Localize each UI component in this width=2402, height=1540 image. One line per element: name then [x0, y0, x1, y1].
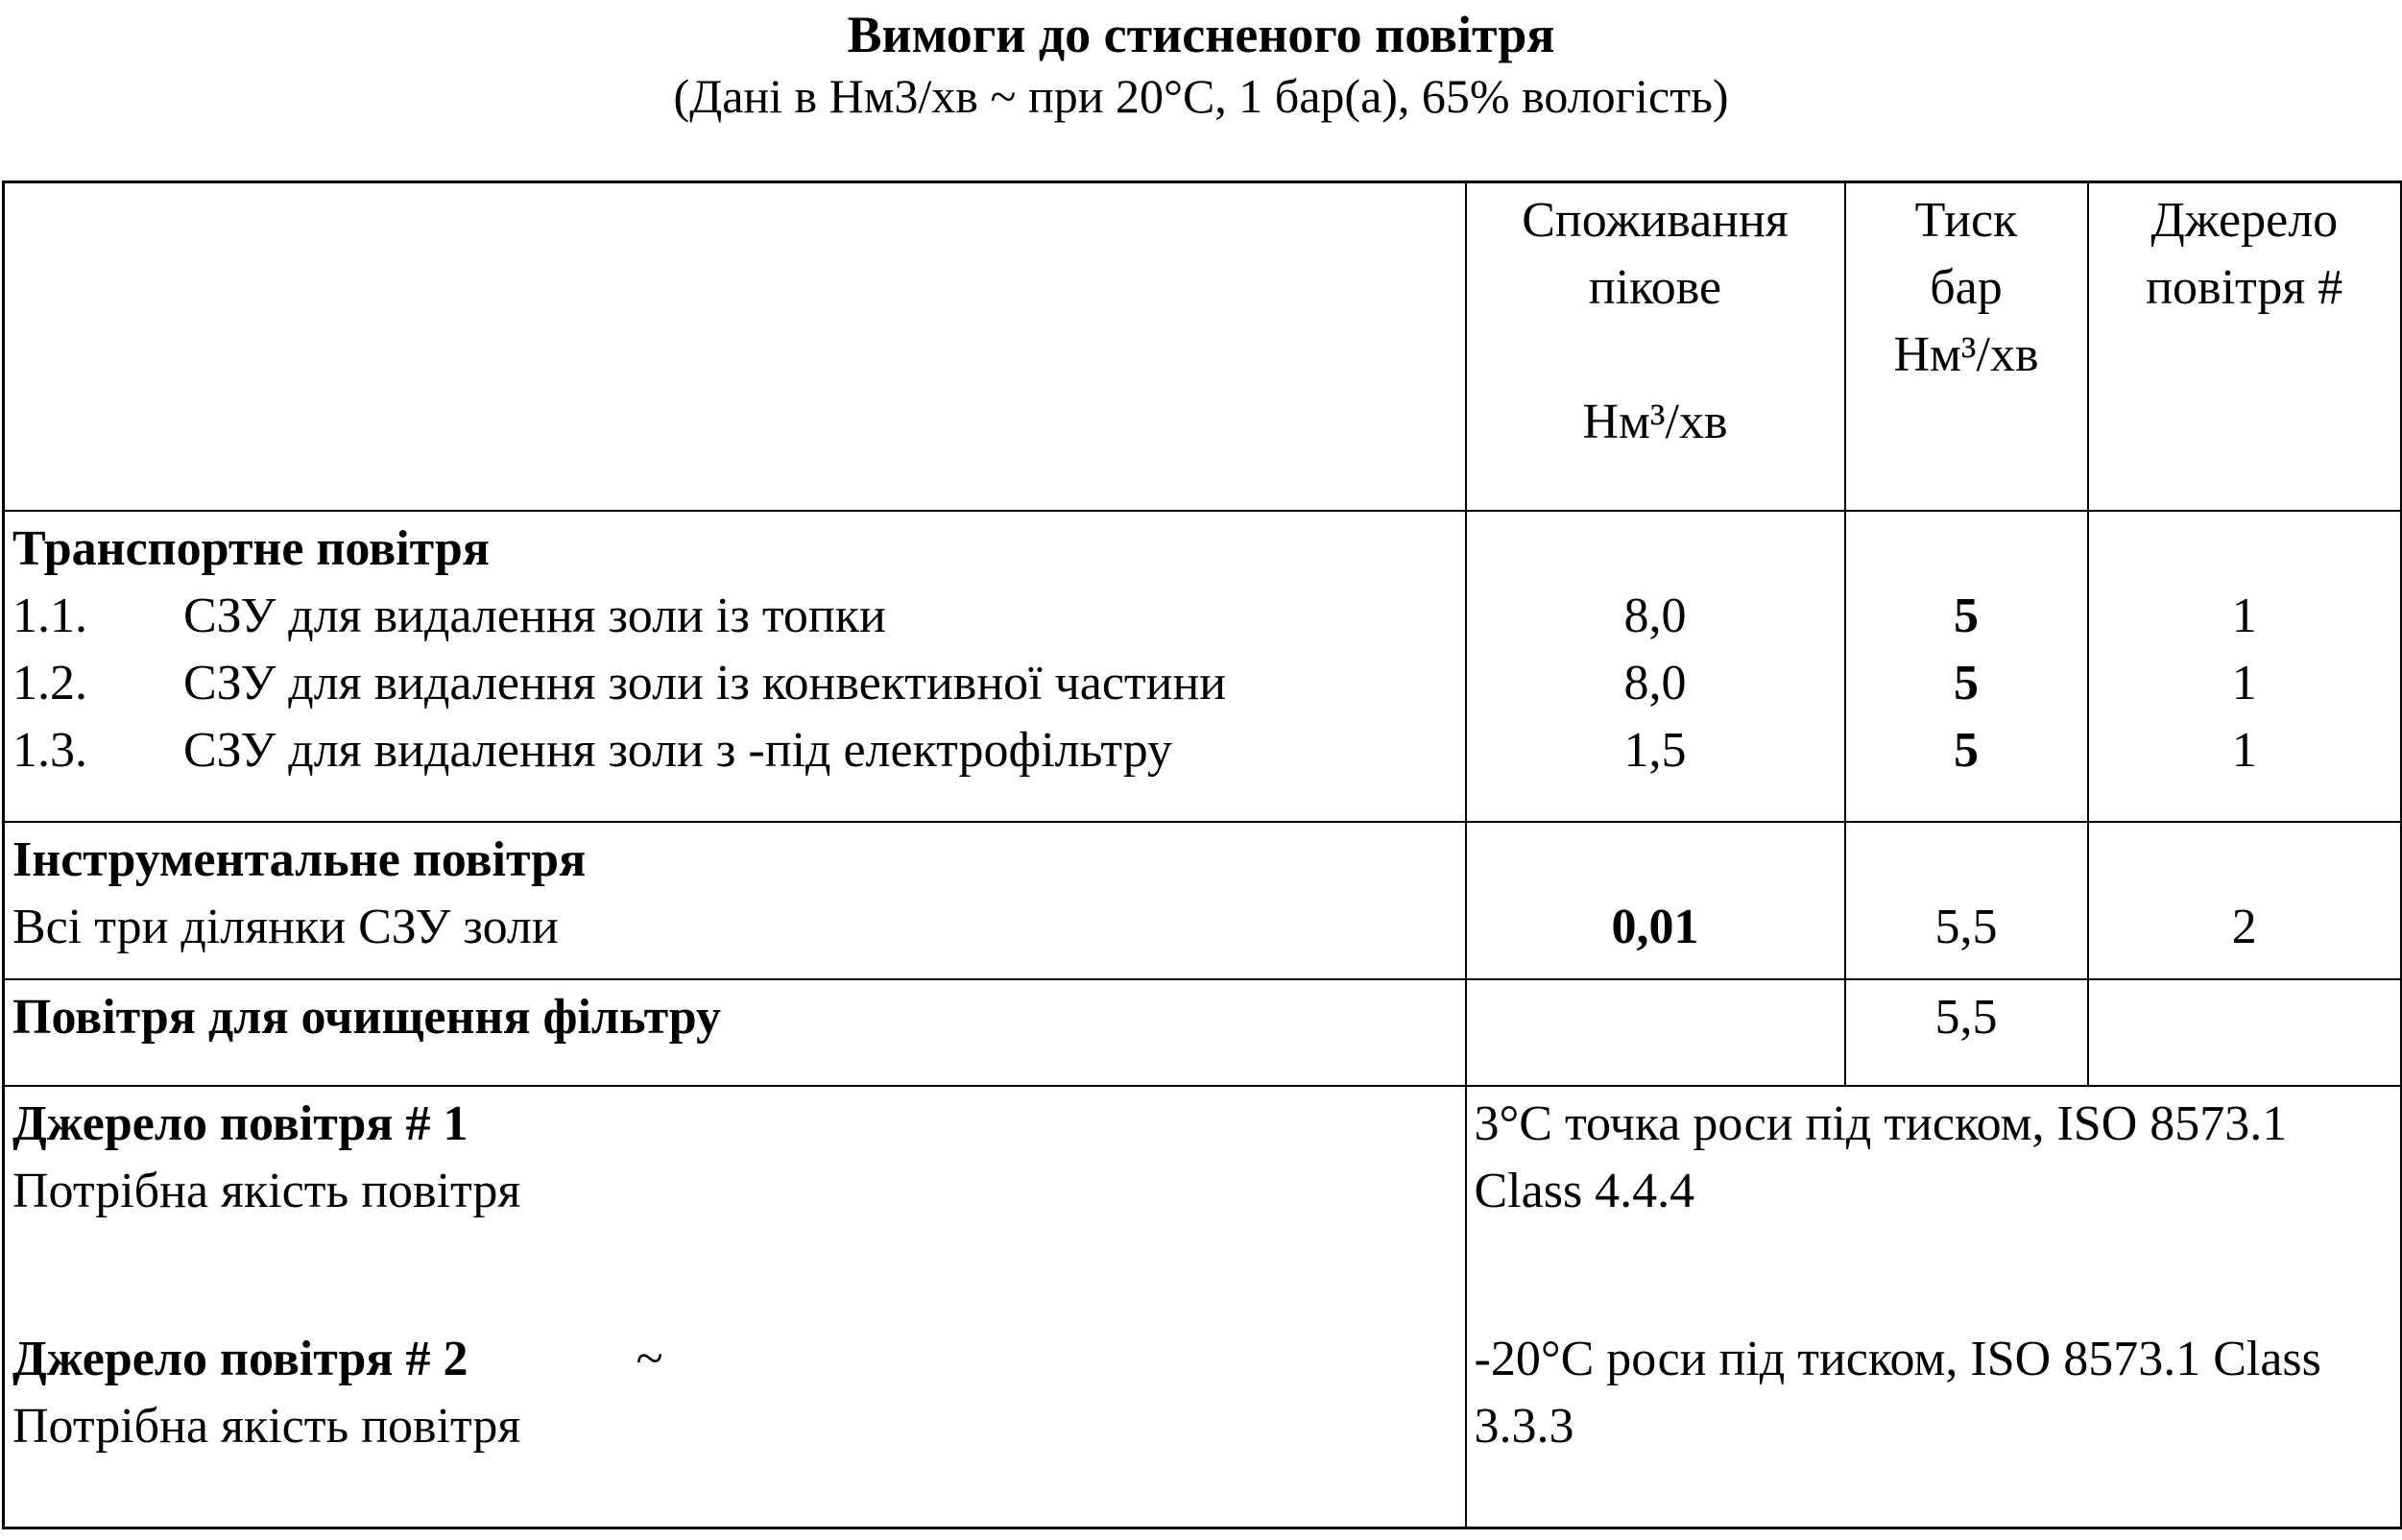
air-sources-spec-cell [1466, 1086, 2402, 1528]
tilde-mark: ~ [636, 1331, 663, 1386]
pressure-value: 5,5 [1934, 989, 1998, 1045]
filter-peak-cell [1466, 979, 1845, 1086]
instrument-desc: Всі три ділянки СЗУ золи [12, 899, 559, 954]
transport-peak-cell [1466, 511, 1845, 822]
filter-source-cell [2088, 979, 2402, 1086]
header-air-source-cell [2088, 182, 2402, 511]
transport-item [12, 583, 1457, 650]
header-pressure-line: Тиск [1914, 193, 2018, 248]
peak-value: 1,5 [1623, 722, 1687, 778]
instrument-source-cell [2088, 822, 2402, 979]
instrument-section-heading: Інструментальне повітря [12, 831, 587, 887]
transport-item-number: 1.2. [12, 655, 87, 710]
pressure-value: 5 [1954, 588, 1979, 643]
header-pressure-unit: Нм³/хв [1893, 327, 2039, 382]
source-value: 2 [2231, 899, 2257, 954]
instrument-description-cell [4, 822, 1466, 979]
source-value: 1 [2231, 655, 2257, 710]
transport-air-row [4, 511, 2402, 822]
transport-item-number: 1.3. [12, 722, 87, 778]
header-pressure-cell [1845, 182, 2088, 511]
transport-item [12, 717, 1457, 784]
transport-item-desc: СЗУ для видалення золи із топки [183, 588, 886, 643]
blank-space [12, 1225, 1457, 1326]
header-consumption-line: пікове [1588, 260, 1722, 315]
transport-item-number: 1.1. [12, 588, 87, 643]
header-consumption-line: Споживання [1522, 193, 1789, 248]
air-source-1-label: Джерело повітря # 1 [12, 1095, 468, 1151]
pressure-value: 5 [1954, 655, 1979, 710]
air-source-2-spec: -20°С роси під тиском, ISO 8573.1 Class 3.3.3 [1474, 1331, 2321, 1454]
instrument-air-row [4, 822, 2402, 979]
filter-description-cell [4, 979, 1466, 1086]
pressure-value: 5,5 [1934, 899, 1998, 954]
air-source-2-line [12, 1326, 1457, 1393]
blank-line [1475, 827, 1837, 894]
filter-air-row [4, 979, 2402, 1086]
air-source-1-spec: 3°С точка роси під тиском, ISO 8573.1 Class 4.4.4 [1474, 1095, 2288, 1218]
blank-line [1854, 827, 2079, 894]
peak-value: 8,0 [1623, 655, 1687, 710]
transport-item [12, 650, 1457, 717]
header-consumption-unit: Нм³/хв [1582, 395, 1728, 449]
instrument-peak-cell [1466, 822, 1845, 979]
blank-line [1854, 516, 2079, 583]
air-source-1-quality-label: Потрібна якість повітря [12, 1163, 521, 1218]
peak-value: 8,0 [1623, 588, 1687, 643]
instrument-pressure-cell [1845, 822, 2088, 979]
transport-section-heading: Транспортне повітря [12, 520, 490, 576]
document-page [0, 4, 2402, 1529]
header-pressure-line: бар [1930, 260, 2003, 315]
filter-pressure-cell [1845, 979, 2088, 1086]
blank-line [1475, 516, 1837, 583]
air-sources-label-cell [4, 1086, 1466, 1528]
source-value: 1 [2231, 722, 2257, 778]
air-source-2-quality-label: Потрібна якість повітря [12, 1398, 521, 1454]
page-subtitle: (Дані в Нм3/хв ~ при 20°С, 1 бар(а), 65% вологість) [673, 69, 1729, 123]
air-sources-row [4, 1086, 2402, 1528]
peak-value: 0,01 [1611, 899, 1699, 954]
transport-source-cell [2088, 511, 2402, 822]
header-empty-cell [4, 182, 1466, 511]
filter-section-heading: Повітря для очищення фільтру [12, 989, 722, 1045]
air-source-2-label: Джерело повітря # 2 [12, 1331, 468, 1386]
page-title: Вимоги до стисненого повітря [847, 6, 1555, 63]
transport-item-desc: СЗУ для видалення золи з -під електрофільтру [183, 722, 1173, 778]
header-source-line: повітря # [2146, 260, 2343, 315]
blank-line [2097, 827, 2393, 894]
header-consumption-line [1475, 322, 1837, 389]
blank-space [1475, 1225, 2343, 1326]
header-peak-consumption-cell [1466, 182, 1845, 511]
blank-line [2097, 516, 2393, 583]
pressure-value: 5 [1954, 722, 1979, 778]
compressed-air-requirements-table [2, 180, 2402, 1529]
source-value: 1 [2231, 588, 2257, 643]
header-source-line: Джерело [2150, 193, 2339, 248]
table-header-row [4, 182, 2402, 511]
transport-pressure-cell [1845, 511, 2088, 822]
transport-description-cell [4, 511, 1466, 822]
transport-item-desc: СЗУ для видалення золи із конвективної частини [183, 655, 1227, 710]
